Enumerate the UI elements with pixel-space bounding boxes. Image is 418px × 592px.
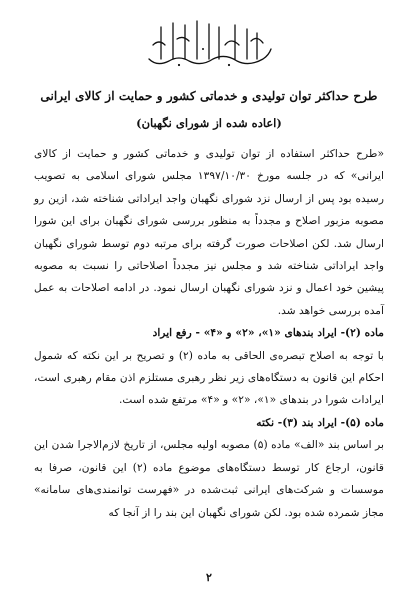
bismillah-calligraphy-icon xyxy=(139,15,279,71)
section-heading-article-2: ماده (۲)- ایراد بندهای «۱»، «۲» و «۴» - رفع ایراد xyxy=(152,326,384,340)
section-heading-article-5: ماده (۵)- ایراد بند (۳)- نکته xyxy=(256,415,384,429)
article-2-paragraph: با توجه به اصلاح تبصره‌ی الحاقی به ماده (۲) و تصریح بر این نکته که شمول احکام این قانون به دستگاه‌های زیر نظر رهبری مستلزم اذن مقام رهبری است، ایرادات شورا در بندهای «۱»، «۲» و «۴» مرتفع شده است. xyxy=(34,348,384,407)
document-title: طرح حداکثر توان تولیدی و خدماتی کشور و حمایت از کالای ایرانی xyxy=(40,89,378,103)
document-body xyxy=(34,143,384,524)
document-subtitle: (اعاده شده از شورای نگهبان) xyxy=(136,116,282,130)
article-5-paragraph: بر اساس بند «الف» ماده (۵) مصوبه اولیه مجلس، از تاریخ لازم‌الاجرا شدن این قانون، ارجاع کار توسط دستگاه‌های موضوع ماده (۲) این قانون، صرفا به موسسات و شرکت‌های ایرانی ثبت‌شده در «فهرست توانمندی‌های سامانه» مجاز شمرده شده بود. لکن شورای نگهبان این بند را از آنجا که xyxy=(34,438,384,519)
page-number: ۲ xyxy=(206,571,212,584)
intro-paragraph: «طرح حداکثر استفاده از توان تولیدی و خدماتی کشور و حمایت از کالای ایرانی» که در جلسه مورخ ۱۳۹۷/۱۰/۳۰ مجلس شورای اسلامی به تصویب رسیده بود پس از ارسال نزد شورای نگهبان واجد ایراداتی شناخته شد، ازین رو مصوبه مزبور اصلاح و مجدداً به منظور بررسی شورای نگهبان برای این شورا ارسال شد. لکن اصلاحات صورت گرفته برای مرتبه دوم توسط شورای نگهبان واجد ایراداتی شناخته شد و مجلس نیز مجدداً اصلاحاتی را نسبت به مصوبه پیشین خود اعمال و نزد شورای نگهبان ارسال نمود. در ادامه اصلاحات به عمل آمده بررسی خواهد شد. xyxy=(34,147,384,317)
bismillah-calligraphy-logo xyxy=(0,14,418,72)
